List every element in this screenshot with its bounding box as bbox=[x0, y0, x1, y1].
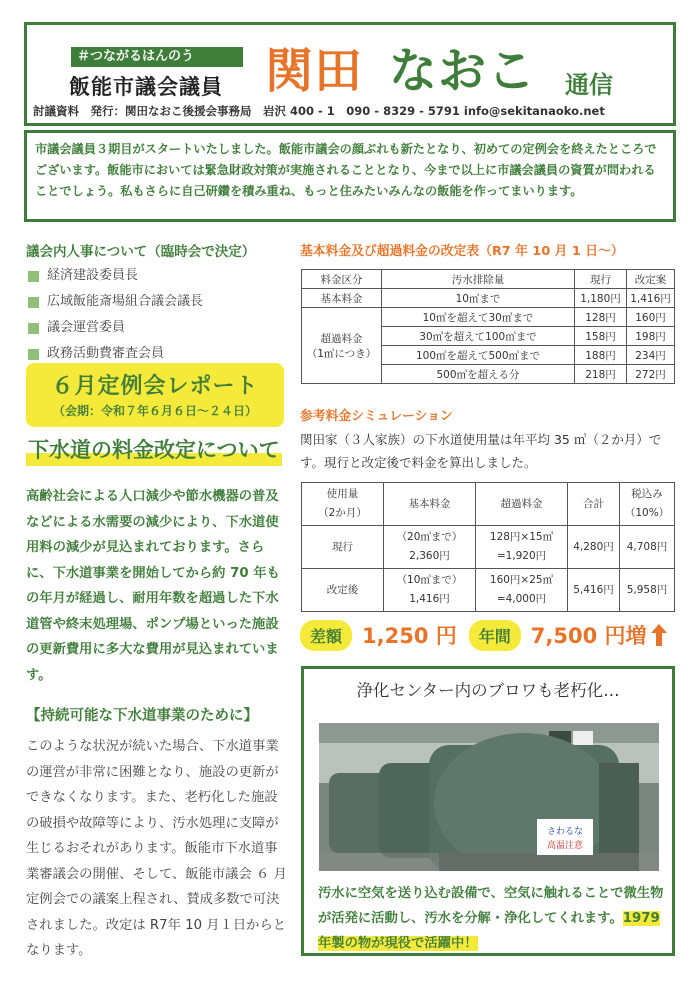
bullet-square-icon bbox=[28, 323, 39, 334]
sustain-section-title: 【持続可能な下水道事業のために】 bbox=[26, 708, 258, 724]
list-item: 政務活動費審査会員 bbox=[28, 341, 203, 367]
personnel-title: 議会内人事について（臨時会で決定） bbox=[26, 244, 256, 260]
table-row: 100㎥を超えて500㎥まで 188円 234円 bbox=[302, 346, 675, 365]
rate-table bbox=[301, 269, 675, 384]
table-row: 使用量 （2か月） 基本料金 超過料金 合計 税込み （10%） bbox=[302, 483, 675, 526]
arrow-up-icon bbox=[651, 624, 667, 646]
table-row: 超過料金 （1㎥につき） 10㎥を超えて30㎥まで 128円 160円 bbox=[302, 308, 675, 327]
hashtag-banner: ＃つながるはんのう bbox=[71, 47, 243, 67]
list-item: 議会運営委員 bbox=[28, 315, 203, 341]
difference-value: 1,250 円 bbox=[362, 624, 457, 648]
excess-category-cell: 超過料金 （1㎥につき） bbox=[302, 308, 382, 384]
bullet-square-icon bbox=[28, 297, 39, 308]
table-row: 現行 （20㎥まで） 2,360円 128円×15㎥ =1,920円 4,280円 4,708円 bbox=[302, 526, 675, 569]
blower-title: 浄化センター内のブロワも老朽化… bbox=[356, 681, 620, 700]
intro-message: 市議会議員３期目がスタートいたしました。飯能市議会の顔ぶれも新たとなり、初めての定例会を終えたところでございます。飯能市においては緊急財政対策が実施されることとなり、今まで以上に市議会議員の資質が問われることでしょう。私もさらに自己研鑽を積み重ね、もっと住みたいみんなの飯能を作ってまいります。 bbox=[24, 130, 676, 222]
report-period: （会期：令和７年６月６日～２４日） bbox=[52, 404, 257, 418]
sewer-section-title: 下水道の料金改定について bbox=[26, 434, 282, 466]
personnel-list bbox=[28, 263, 203, 367]
blower-highlight: 1979 年製の物が現役で活躍中！ bbox=[318, 911, 660, 951]
newsletter-header bbox=[24, 22, 676, 126]
simulation-title: 参考料金シミュレーション bbox=[300, 409, 453, 424]
table-row: 料金区分 汚水排除量 現行 改定案 bbox=[302, 270, 675, 289]
rate-table-title: 基本料金及び超過料金の改定表（R7 年 10 月 1 日～） bbox=[300, 244, 624, 259]
blower-box bbox=[301, 666, 675, 956]
name-kana: なおこ bbox=[389, 43, 537, 99]
table-row: 基本料金 10㎥まで 1,180円 1,416円 bbox=[302, 289, 675, 308]
report-title: ６月定例会レポート bbox=[51, 374, 259, 399]
contact-info: 討議資料 発行：関田なおこ後援会事務局 岩沢 400 - 1 090 - 8329 - 5791 info@sekitanaoko.net bbox=[33, 104, 605, 118]
bullet-square-icon bbox=[28, 271, 39, 282]
name-kanji: 関田 bbox=[265, 43, 364, 99]
simulation-table bbox=[301, 482, 675, 612]
blower-body: 汚水に空気を送り込む設備で、空気に触れることで微生物が活発に活動し、汚水を分解・浄化してくれます。1979 年製の物が現役で活躍中！ bbox=[318, 886, 664, 951]
list-item: 経済建設委員長 bbox=[28, 263, 203, 289]
table-row: 500㎥を超える分 218円 272円 bbox=[302, 365, 675, 384]
simulation-text: 関田家（３人家族）の下水道使用量は年平均 35 ㎥（２か月）です。現行と改定後で料金を算出しました。 bbox=[300, 432, 662, 470]
report-banner bbox=[26, 363, 284, 427]
list-item: 広域飯能斎場組合議会議長 bbox=[28, 289, 203, 315]
sewer-section-body: 高齢社会による人口減少や節水機器の普及などによる水需要の減少により、下水道使用料の減少が見込まれております。さらに、下水道事業を開始してから約 70 年もの年月が経過し、耐用年数を超過した下水道管や終末処理場、ポンプ場といった施設の更新費用に多大な費用が見込まれています。 bbox=[26, 489, 280, 683]
blower-machine-image bbox=[319, 723, 659, 871]
sustain-section-body: このような状況が続いた場合、下水道事業の運営が非常に困難となり、施設の更新ができなくなります。また、老朽化した施設の破損や故障等により、汚水処理に支障が生じるおそれがあります。飯能市下水道事業審議会の開催、そして、飯能市議会 ６ 月定例会での議案上程され、賛成多数で可決されました。改定は R7年 10 月１日からとなります。 bbox=[26, 739, 287, 958]
annual-value: 7,500 円増 bbox=[530, 624, 647, 648]
table-row: 30㎥を超えて100㎥まで 158円 198円 bbox=[302, 327, 675, 346]
council-member-label: 飯能市議会議員 bbox=[69, 75, 223, 99]
newsletter-label: 通信 bbox=[565, 71, 613, 99]
difference-label: 差額 bbox=[300, 620, 352, 651]
blower-photo bbox=[319, 723, 659, 871]
table-row: 改定後 （10㎥まで） 1,416円 160円×25㎥ =4,000円 5,416円 5,958円 bbox=[302, 569, 675, 612]
difference-summary bbox=[300, 619, 667, 651]
warning-sign-line2: 高温注意 bbox=[546, 841, 584, 851]
annual-label: 年間 bbox=[469, 620, 521, 651]
bullet-square-icon bbox=[28, 349, 39, 360]
warning-sign-line1: さわるな bbox=[546, 827, 584, 837]
